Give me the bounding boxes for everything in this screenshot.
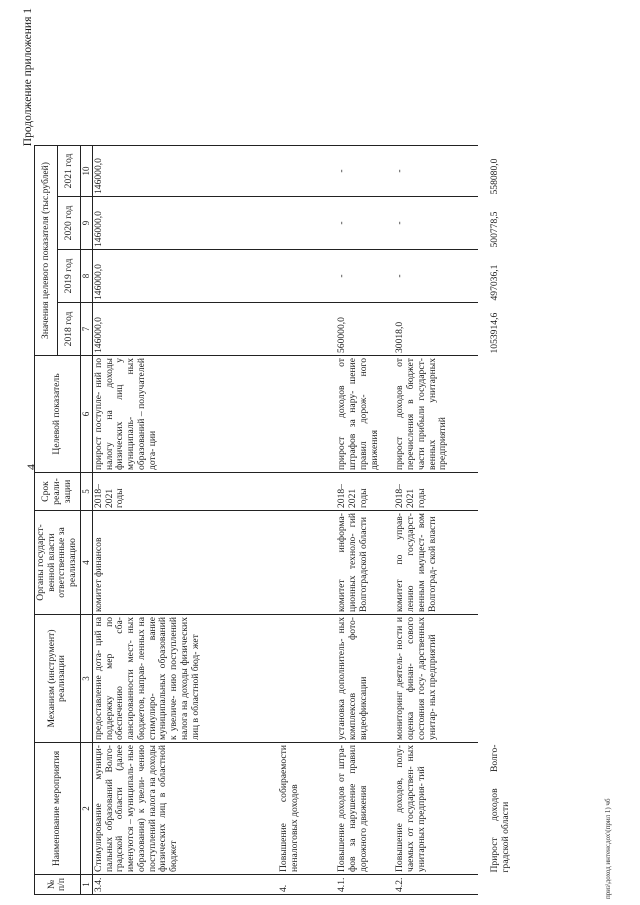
col-index: 2 (80, 743, 92, 875)
col-index: 6 (80, 356, 92, 473)
header-mechanism: Механизм (инструмент) реализации (35, 615, 81, 743)
row-value-2020: - (336, 197, 394, 250)
row-term: 2018– 2021 годы (92, 473, 278, 511)
header-2020: 2020 год (57, 197, 80, 250)
row-value-2021: - (394, 146, 478, 197)
header-row-1 (35, 146, 58, 895)
total-row (478, 146, 520, 895)
header-values-group: Значения целевого показателя (тыс.рублей) (35, 146, 58, 356)
continuation-label: Продолжение приложения 1 (22, 8, 34, 147)
row-term: 2018– 2021 годы (394, 473, 478, 511)
col-index: 9 (80, 197, 92, 250)
header-target: Целевой показатель (35, 356, 81, 473)
col-index: 5 (80, 473, 92, 511)
row-name: Повышение доходов от штра- фов за нарушение правил дорожного движения (336, 743, 394, 875)
row-num: 4. (278, 875, 336, 895)
row-name: Повышение доходов, полу- чаемых от государствен- ных унитарных предприя- тий (394, 743, 478, 875)
header-2018: 2018 год (57, 303, 80, 356)
col-index: 3 (80, 615, 92, 743)
row-value-2021: - (336, 146, 394, 197)
row-target (278, 356, 336, 473)
row-organ: комитет информа- ционных техноло- гий Волгоградской области (336, 511, 394, 615)
table-row (394, 146, 478, 895)
col-index: 4 (80, 511, 92, 615)
row-num: 4.2. (394, 875, 478, 895)
measures-table (34, 145, 520, 895)
row-value-2019: - (336, 250, 394, 303)
row-target: прирост поступле- ний по налогу на доходы физических лиц у муниципаль- ных образований – получателей дота- ции (92, 356, 278, 473)
row-name: Повышение собираемости неналоговых доходов (278, 743, 336, 875)
footer-file-path: приз\доход интенсдох\(прил 1) чб (604, 798, 612, 899)
header-num: № п/п (35, 875, 81, 895)
table-row (92, 146, 278, 895)
row-value-2018: 560000,0 (336, 303, 394, 356)
table-row (336, 146, 394, 895)
row-value-2021: 146000,0 (92, 146, 278, 197)
row-num: 3.4. (92, 875, 278, 895)
row-organ: комитет финансов (92, 511, 278, 615)
row-value-2020 (278, 197, 336, 250)
row-value-2019: 146000,0 (92, 250, 278, 303)
total-value-2018: 1053914,6 (489, 312, 501, 354)
page-number: 4 (24, 464, 38, 470)
col-index: 1 (80, 875, 92, 895)
col-index: 8 (80, 250, 92, 303)
row-mechanism: предоставление дота- ций на поддержку мер по обеспечению сба- лансированности мест- ных бюджетов, направ- ленных на стимулиро- вание муниципальных образований к увеличе- нию поступлений налога на доходы физических лиц в областной бюд- жет (92, 615, 278, 743)
row-value-2020: 146000,0 (92, 197, 278, 250)
row-mechanism: мониторинг деятель- ности и оценка финан- сового состояния госу- дарственных унитар- ных предприятий (394, 615, 478, 743)
header-2019: 2019 год (57, 250, 80, 303)
row-term: 2018– 2021 годы (336, 473, 394, 511)
row-organ (278, 511, 336, 615)
row-value-2018: 146000,0 (92, 303, 278, 356)
col-index: 10 (80, 146, 92, 197)
header-organs: Органы государст- венной власти ответственные за реализацию (35, 511, 81, 615)
row-num: 4.1. (336, 875, 394, 895)
total-label: Прирост доходов Волго- градской области (489, 744, 512, 873)
column-index-row (80, 146, 92, 895)
row-mechanism: установка дополнитель- ных комплексов фото- видеофиксации (336, 615, 394, 743)
row-term (278, 473, 336, 511)
row-value-2020: - (394, 197, 478, 250)
total-value-2019: 497036,1 (489, 264, 501, 301)
row-target: прирост доходов от штрафов за нару- шение правил дорож- ного движения (336, 356, 394, 473)
header-2021: 2021 год (57, 146, 80, 197)
total-value-2021: 558080,0 (489, 158, 501, 195)
table-row (278, 146, 336, 895)
row-name: Стимулирование муници- пальных образований Волго- градской области (далее именуются – муниципаль- ные образования) к увели- чению поступлений налога на доходы физических лиц в областной бюджет (92, 743, 278, 875)
header-term: Срок реали- зации (35, 473, 81, 511)
row-value-2021 (278, 146, 336, 197)
row-value-2019 (278, 250, 336, 303)
header-name: Наименование мероприятия (35, 743, 81, 875)
col-index: 7 (80, 303, 92, 356)
row-value-2018 (278, 303, 336, 356)
row-value-2019: - (394, 250, 478, 303)
row-target: прирост доходов от перечисления в бюджет части прибыли государст- венных унитарных предприятий (394, 356, 478, 473)
row-organ: комитет по управ- лению государст- венным имущест- вом Волгоград- ской власти (394, 511, 478, 615)
row-value-2018: 30018,0 (394, 303, 478, 356)
row-mechanism (278, 615, 336, 743)
total-value-2020: 500778,5 (489, 211, 501, 248)
